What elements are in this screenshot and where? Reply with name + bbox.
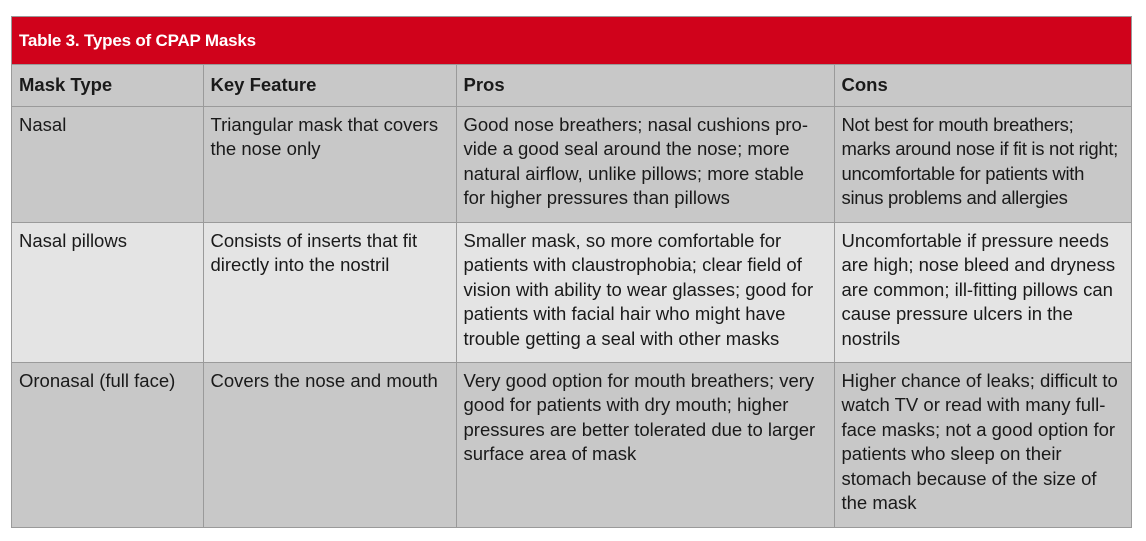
table-grid [12, 65, 1131, 527]
cell-pros: Smaller mask, so more comfortable for patients with claustrophobia; clear field of vision with ability to wear glasses; good for patients with facial hair who might have trouble getting a seal with other masks [456, 222, 834, 362]
header-cons: Cons [834, 65, 1131, 106]
cell-key-feature: Covers the nose and mouth [203, 362, 456, 527]
cell-pros: Good nose breathers; nasal cushions pro-vide a good seal around the nose; more natural airflow, unlike pillows; more stable for higher pressures than pillows [456, 106, 834, 222]
header-pros: Pros [456, 65, 834, 106]
cell-cons: Not best for mouth breathers; marks around nose if fit is not right; uncomfortable for patients with sinus problems and allergies [834, 106, 1131, 222]
header-mask-type: Mask Type [12, 65, 203, 106]
table-caption: Table 3. Types of CPAP Masks [12, 17, 1131, 65]
cell-key-feature: Triangular mask that covers the nose only [203, 106, 456, 222]
cell-mask-type: Nasal [12, 106, 203, 222]
cell-mask-type: Nasal pillows [12, 222, 203, 362]
header-row [12, 65, 1131, 106]
cell-cons: Uncomfortable if pressure needs are high; nose bleed and dryness are common; ill-fitting pillows can cause pressure ulcers in the nostrils [834, 222, 1131, 362]
cell-mask-type: Oronasal (full face) [12, 362, 203, 527]
cell-key-feature: Consists of inserts that fit directly into the nostril [203, 222, 456, 362]
cell-pros: Very good option for mouth breathers; very good for patients with dry mouth; higher pressures are better tolerated due to larger surface area of mask [456, 362, 834, 527]
table-row [12, 362, 1131, 527]
table-row [12, 106, 1131, 222]
cpap-masks-table [11, 16, 1132, 528]
header-key-feature: Key Feature [203, 65, 456, 106]
table-row [12, 222, 1131, 362]
cell-cons: Higher chance of leaks; difficult to watch TV or read with many full-face masks; not a good option for patients who sleep on their stomach because of the size of the mask [834, 362, 1131, 527]
